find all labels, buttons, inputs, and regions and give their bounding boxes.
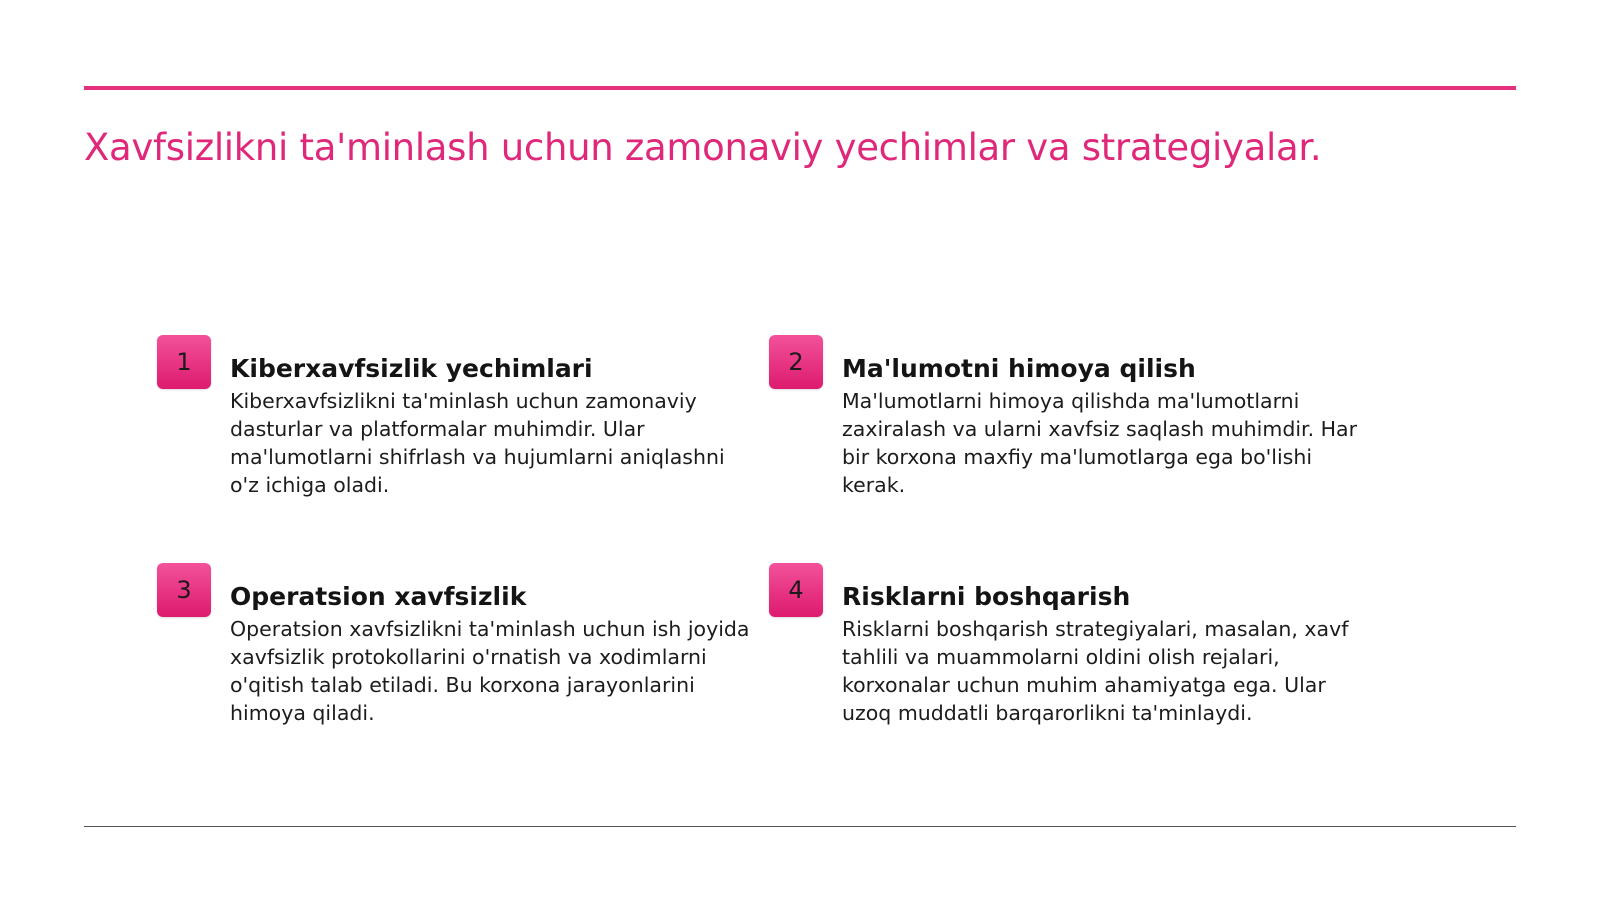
card-text: Ma'lumotlarni himoya qilishda ma'lumotlarni zaxiralash va ularni xavfsiz saqlash muhimdir. Har bir korxona maxfiy ma'lumotlarga ega bo'lishi kerak. (842, 389, 1358, 497)
card-cybersecurity (157, 335, 757, 525)
number-badge: 1 (157, 335, 211, 389)
top-accent-rule (84, 86, 1516, 90)
card-text: Risklarni boshqarish strategiyalari, masalan, xavf tahlili va muammolarni oldini olish rejalari, korxonalar uchun muhim ahamiyatga ega. Ular uzoq muddatli barqarorlikni ta'minlaydi. (842, 617, 1349, 725)
card-heading: Ma'lumotni himoya qilish (842, 354, 1196, 383)
slide-title: Xavfsizlikni ta'minlash uchun zamonaviy yechimlar va strategiyalar. (84, 126, 1322, 169)
card-heading: Operatsion xavfsizlik (230, 582, 527, 611)
bottom-divider (84, 826, 1516, 827)
card-operational-security (157, 563, 757, 753)
number-badge: 3 (157, 563, 211, 617)
card-heading: Risklarni boshqarish (842, 582, 1131, 611)
card-data-protection (769, 335, 1369, 525)
card-text: Operatsion xavfsizlikni ta'minlash uchun ish joyida xavfsizlik protokollarini o'rnatish va xodimlarni o'qitish talab etiladi. Bu korxona jarayonlarini himoya qiladi. (230, 617, 750, 725)
card-text: Kiberxavfsizlikni ta'minlash uchun zamonaviy dasturlar va platformalar muhimdir. Ular ma'lumotlarni shifrlash va hujumlarni aniqlashni o'z ichiga oladi. (230, 389, 725, 497)
card-risk-management (769, 563, 1369, 753)
number-badge: 4 (769, 563, 823, 617)
card-heading: Kiberxavfsizlik yechimlari (230, 354, 593, 383)
number-badge: 2 (769, 335, 823, 389)
